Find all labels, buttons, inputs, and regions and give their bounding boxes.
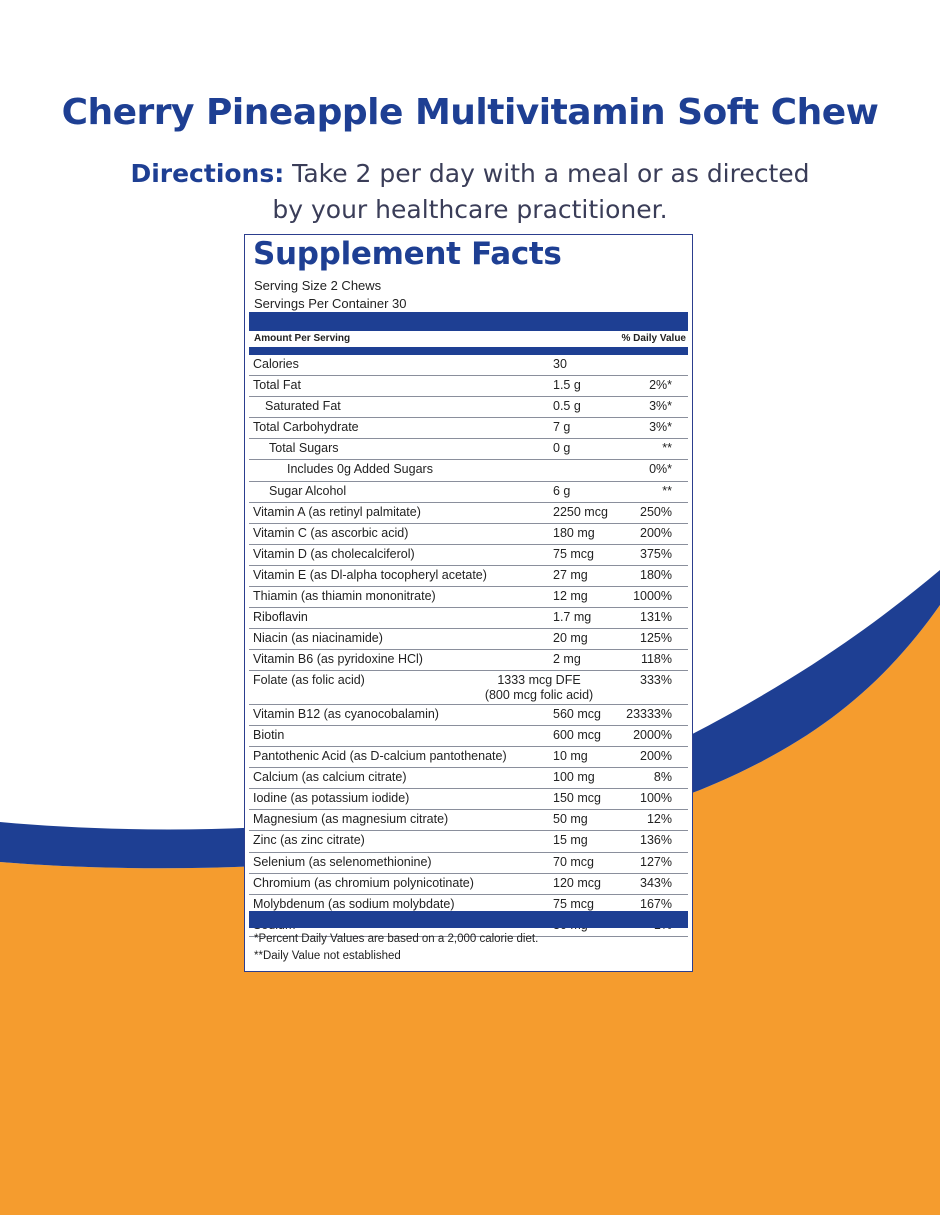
table-row (249, 671, 688, 705)
supplement-facts-panel (244, 234, 693, 972)
table-row (249, 650, 688, 671)
nutrient-daily-value: 8% (653, 770, 672, 785)
nutrient-name: Vitamin D (as cholecalciferol) (253, 546, 415, 561)
nutrient-name: Iodine (as potassium iodide) (253, 791, 410, 806)
nutrient-daily-value: 375% (640, 546, 672, 561)
nutrient-name: Niacin (as niacinamide) (253, 631, 383, 646)
servings-per-container: Servings Per Container 30 (254, 296, 407, 311)
nutrient-name: Vitamin C (as ascorbic acid) (253, 525, 409, 540)
table-row (249, 726, 688, 747)
table-row (249, 545, 688, 566)
nutrient-daily-value: 131% (640, 610, 672, 625)
nutrient-daily-value: ** (662, 483, 672, 498)
thick-divider-bottom (249, 911, 688, 928)
nutrient-name: Vitamin B6 (as pyridoxine HCl) (253, 652, 423, 667)
nutrient-amount: 560 mcg (553, 706, 601, 721)
table-row (249, 874, 688, 895)
nutrient-amount: 7 g (553, 420, 571, 435)
nutrient-amount: 30 (553, 357, 567, 371)
table-row (249, 608, 688, 629)
nutrient-name: Calories (253, 357, 299, 371)
table-row (249, 705, 688, 726)
header-daily-value: % Daily Value (621, 333, 686, 344)
nutrient-daily-value: 118% (640, 652, 672, 667)
nutrient-amount: 20 mg (553, 631, 588, 646)
nutrient-amount: 6 g (553, 483, 571, 498)
nutrient-amount: 2 mg (553, 652, 581, 667)
nutrient-name: Zinc (as zinc citrate) (253, 833, 365, 848)
table-row (249, 524, 688, 545)
nutrient-amount: 120 mcg (553, 875, 601, 890)
nutrient-amount: 70 mcg (553, 854, 594, 869)
table-row (249, 853, 688, 874)
table-row (249, 418, 688, 439)
nutrient-amount (469, 673, 609, 703)
nutrient-amount: 1.7 mg (553, 610, 592, 625)
nutrient-amount: 180 mg (553, 525, 595, 540)
nutrient-name: Vitamin A (as retinyl palmitate) (253, 504, 421, 519)
table-row (249, 587, 688, 608)
nutrient-name: Total Fat (253, 378, 301, 393)
nutrient-daily-value: 23333% (626, 706, 672, 721)
nutrient-amount: 2250 mcg (553, 504, 608, 519)
nutrient-daily-value: 0%* (649, 462, 672, 477)
nutrient-daily-value: 1000% (633, 589, 672, 604)
table-row (249, 355, 688, 376)
nutrient-name: Riboflavin (253, 610, 308, 625)
nutrient-name: Magnesium (as magnesium citrate) (253, 812, 449, 827)
table-row (249, 789, 688, 810)
nutrient-amount: 27 mg (553, 567, 588, 582)
nutrient-daily-value: 167% (640, 896, 672, 911)
nutrient-daily-value: 2%* (649, 378, 672, 393)
divider-under-header (249, 347, 688, 355)
nutrient-daily-value: 2000% (633, 728, 672, 742)
nutrient-name: Biotin (253, 728, 285, 742)
nutrient-daily-value: 3%* (649, 420, 672, 435)
nutrient-name: Selenium (as selenomethionine) (253, 854, 432, 869)
nutrient-name: Calcium (as calcium citrate) (253, 770, 407, 785)
serving-size: Serving Size 2 Chews (254, 278, 382, 293)
nutrient-amount-secondary: (800 mcg folic acid) (484, 688, 594, 703)
nutrient-name: Vitamin B12 (as cyanocobalamin) (253, 706, 439, 721)
table-row (249, 831, 688, 852)
nutrient-amount: 0 g (553, 441, 571, 456)
table-row (249, 376, 688, 397)
supplement-facts-title: Supplement Facts (253, 236, 562, 272)
footnote-not-established: **Daily Value not established (254, 950, 401, 962)
nutrient-name: Includes 0g Added Sugars (287, 462, 433, 477)
nutrient-daily-value: 12% (646, 812, 672, 827)
nutrient-name: Saturated Fat (265, 399, 341, 414)
nutrient-amount-primary: 1333 mcg DFE (497, 673, 581, 688)
nutrient-name: Pantothenic Acid (as D-calcium pantothenate) (253, 749, 507, 764)
nutrient-daily-value: 136% (640, 833, 672, 848)
nutrient-amount: 1.5 g (553, 378, 581, 393)
table-row (249, 503, 688, 524)
nutrient-name: Vitamin E (as Dl-alpha tocopheryl acetate) (253, 567, 487, 582)
table-row (249, 810, 688, 831)
nutrient-name: Thiamin (as thiamin mononitrate) (253, 589, 436, 604)
directions-line2: by your healthcare practitioner. (272, 195, 668, 224)
product-title: Cherry Pineapple Multivitamin Soft Chew (61, 92, 879, 133)
nutrient-daily-value: 125% (640, 631, 672, 646)
nutrient-name: Folate (as folic acid) (253, 673, 365, 688)
table-row (249, 629, 688, 650)
nutrient-daily-value: 200% (640, 525, 672, 540)
thick-divider-top (249, 312, 688, 331)
nutrient-name: Sugar Alcohol (269, 483, 347, 498)
nutrient-amount: 50 mg (553, 812, 588, 827)
nutrient-name: Chromium (as chromium polynicotinate) (253, 875, 474, 890)
nutrient-name: Total Sugars (269, 441, 339, 456)
nutrient-daily-value: 333% (640, 673, 672, 688)
nutrient-amount: 600 mcg (553, 728, 601, 742)
directions-text (0, 156, 940, 228)
nutrient-amount: 75 mcg (553, 546, 594, 561)
nutrient-name: Total Carbohydrate (253, 420, 359, 435)
table-header (254, 333, 686, 344)
nutrient-daily-value: 343% (640, 875, 672, 890)
nutrient-amount: 0.5 g (553, 399, 581, 414)
table-row (249, 768, 688, 789)
directions-label: Directions: (130, 159, 285, 188)
nutrient-table (249, 355, 688, 937)
footnote-percent-daily: *Percent Daily Values are based on a 2,000 calorie diet. (254, 933, 539, 945)
directions-line1: Take 2 per day with a meal or as directed (284, 159, 810, 188)
nutrient-daily-value: 127% (640, 854, 672, 869)
nutrient-amount: 15 mg (553, 833, 588, 848)
nutrient-amount: 75 mcg (553, 896, 594, 911)
nutrient-amount: 10 mg (553, 749, 588, 764)
nutrient-amount: 150 mcg (553, 791, 601, 806)
nutrient-amount: 12 mg (553, 589, 588, 604)
nutrient-name: Molybdenum (as sodium molybdate) (253, 896, 455, 911)
nutrient-amount: 100 mg (553, 770, 595, 785)
nutrient-daily-value: 100% (640, 791, 672, 806)
nutrient-daily-value: ** (662, 441, 672, 456)
table-row (249, 482, 688, 503)
nutrient-daily-value: 180% (640, 567, 672, 582)
nutrient-daily-value: 200% (640, 749, 672, 764)
table-row (249, 566, 688, 587)
nutrient-daily-value: 250% (640, 504, 672, 519)
table-row (249, 460, 688, 481)
table-row (249, 397, 688, 418)
table-row (249, 439, 688, 460)
table-row (249, 747, 688, 768)
nutrient-daily-value: 3%* (649, 399, 672, 414)
header-amount-per-serving: Amount Per Serving (254, 333, 351, 344)
